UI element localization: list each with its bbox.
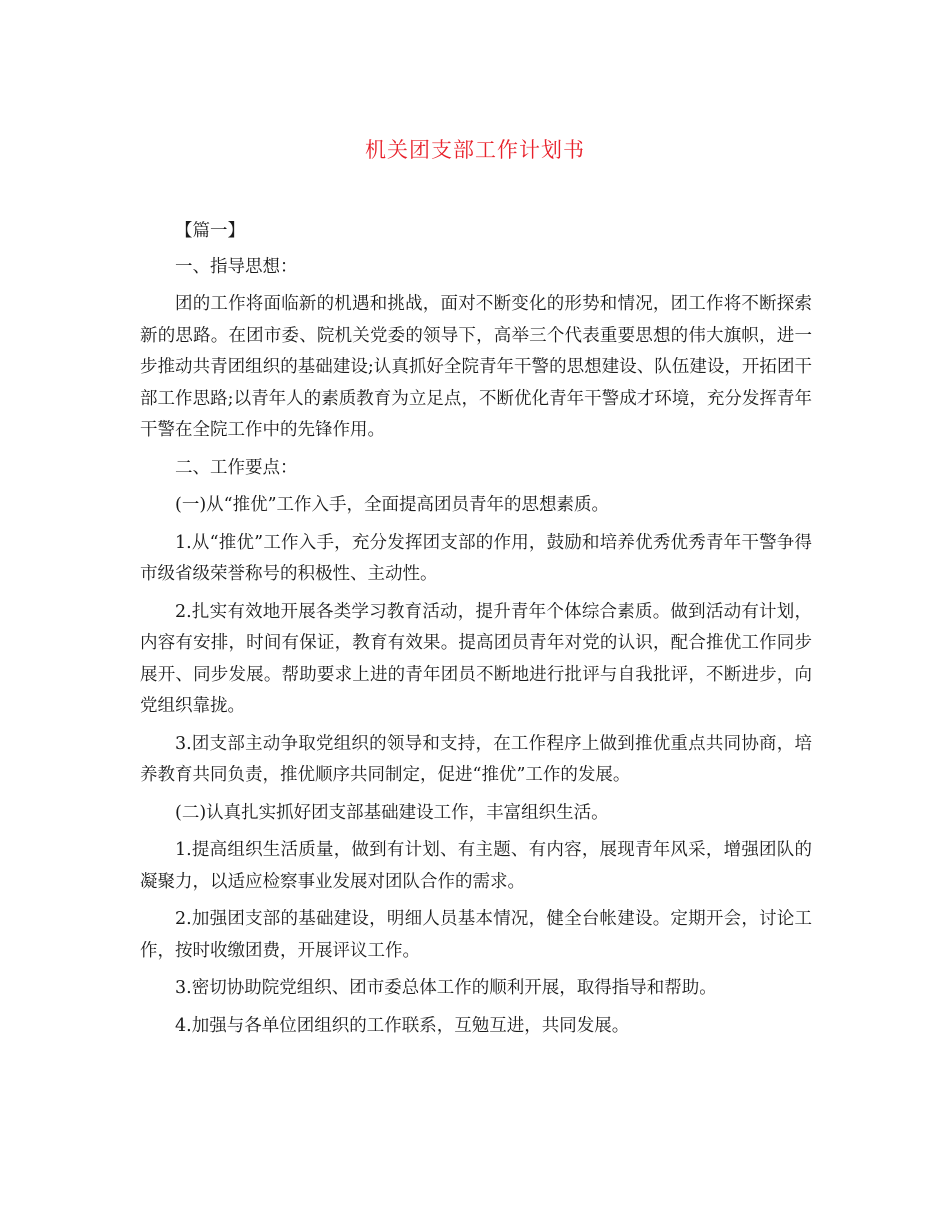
paragraph: 2.扎实有效地开展各类学习教育活动，提升青年个体综合素质。做到活动有计划，内容有安排，时间有保证，教育有效果。提高团员青年对党的认识，配合推优工作同步展开、同步发展。帮助要求上进的青年团员不断地进行批评与自我批评，不断进步，向党组织靠拢。: [140, 601, 812, 716]
paragraph: 3.密切协助院党组织、团市委总体工作的顺利开展，取得指导和帮助。: [175, 978, 717, 998]
document-title: 机关团支部工作计划书: [365, 138, 585, 162]
paragraph: (二)认真扎实抓好团支部基础建设工作，丰富组织生活。: [175, 802, 609, 823]
paragraph: 2.加强团支部的基础建设，明细人员基本情况，健全台帐建设。定期开会，讨论工作，按时收缴团费，开展评议工作。: [140, 909, 812, 961]
paragraph: 1.提高组织生活质量，做到有计划、有主题、有内容，展现青年风采，增强团队的凝聚力，以适应检察事业发展对团队合作的需求。: [140, 840, 812, 892]
document-body: [140, 216, 812, 1048]
paragraph: 二、工作要点：: [175, 457, 298, 478]
paragraph: 3.团支部主动争取党组织的领导和支持，在工作程序上做到推优重点共同协商，培养教育共同负责，推优顺序共同制定，促进“推优”工作的发展。: [140, 733, 812, 785]
paragraph: (一)从“推优”工作入手，全面提高团员青年的思想素质。: [175, 495, 610, 515]
paragraph: 4.加强与各单位团组织的工作联系，互勉互进，共同发展。: [175, 1015, 630, 1036]
paragraph: 团的工作将面临新的机遇和挑战，面对不断变化的形势和情况，团工作将不断探索新的思路。在团市委、院机关党委的领导下，高举三个代表重要思想的伟大旗帜，进一步推动共青团组织的基础建设;认真抓好全院青年干警的思想建设、队伍建设，开拓团干部工作思路;以青年人的素质教育为立足点，不断优化青年干警成才环境，充分发挥青年干警在全院工作中的先锋作用。: [140, 294, 812, 440]
paragraph: 1.从“推优”工作入手，充分发挥团支部的作用，鼓励和培养优秀优秀青年干警争得市级省级荣誉称号的积极性、主动性。: [140, 532, 812, 584]
paragraph: 一、指导思想：: [175, 256, 298, 277]
section-heading: 【篇一】: [175, 221, 245, 241]
